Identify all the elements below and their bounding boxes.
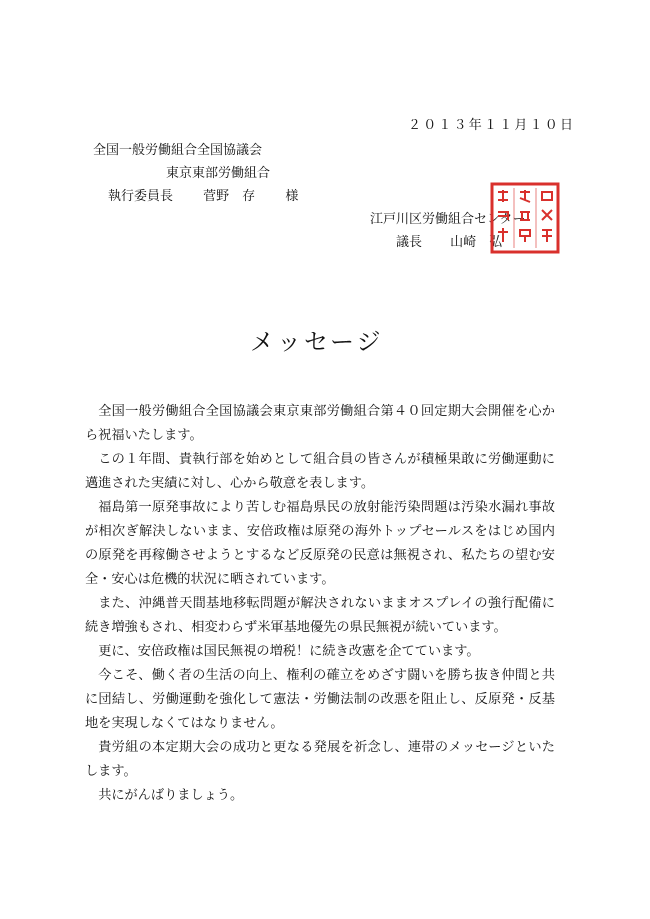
sender-name: 山崎 弘 — [450, 235, 503, 250]
sender-org: 江戸川区労働組合センター — [370, 212, 526, 227]
recipient-name: 菅野 存 — [203, 189, 256, 204]
official-seal-stamp — [490, 182, 560, 254]
sender-person — [396, 231, 502, 250]
letter-date: ２０１３年１１月１０日 — [408, 118, 576, 133]
recipient-title: 執行委員長 — [108, 189, 174, 204]
paragraph: この１年間、貴執行部を始めとして組合員の皆さんが積極果敢に労働運動に邁進された実績に対し、心から敬意を表します。 — [85, 452, 555, 491]
sender-title: 議長 — [396, 235, 423, 250]
recipient-org-national: 全国一般労働組合全国協議会 — [93, 143, 263, 158]
message-body — [85, 400, 555, 808]
paragraph: 貴労組の本定期大会の成功と更なる発展を祈念し、連帯のメッセージといたします。 — [85, 740, 555, 779]
paragraph: 更に、安倍政権は国民無視の増税！に続き改憲を企てています。 — [98, 644, 480, 659]
recipient-honorific: 様 — [285, 189, 299, 204]
recipient-org-local: 東京東部労働組合 — [166, 166, 271, 181]
recipient-person — [108, 185, 298, 204]
paragraph: 共にがんばりましょう。 — [98, 788, 244, 803]
paragraph: また、沖縄普天間基地移転問題が解決されないままオスプレイの強行配備に続き増強もされ、相変わらず米軍基地優先の県民無視が続いています。 — [85, 596, 555, 635]
paragraph: 全国一般労働組合全国協議会東京東部労働組合第４０回定期大会開催を心から祝福いたします。 — [85, 404, 555, 443]
paragraph: 福島第一原発事故により苦しむ福島県民の放射能汚染問題は汚染水漏れ事故が相次ぎ解決しないまま、安倍政権は原発の海外トップセールスをはじめ国内の原発を再稼働させようとするなど反原発の民意は無視され、私たちの望む安全・安心は危機的状況に晒されています。 — [85, 500, 555, 587]
message-heading: メッセージ — [250, 328, 384, 356]
paragraph: 今こそ、働く者の生活の向上、権利の確立をめざす闘いを勝ち抜き仲間と共に団結し、労働運動を強化して憲法・労働法制の改悪を阻止し、反原発・反基地を実現しなくてはなりません。 — [85, 668, 555, 731]
